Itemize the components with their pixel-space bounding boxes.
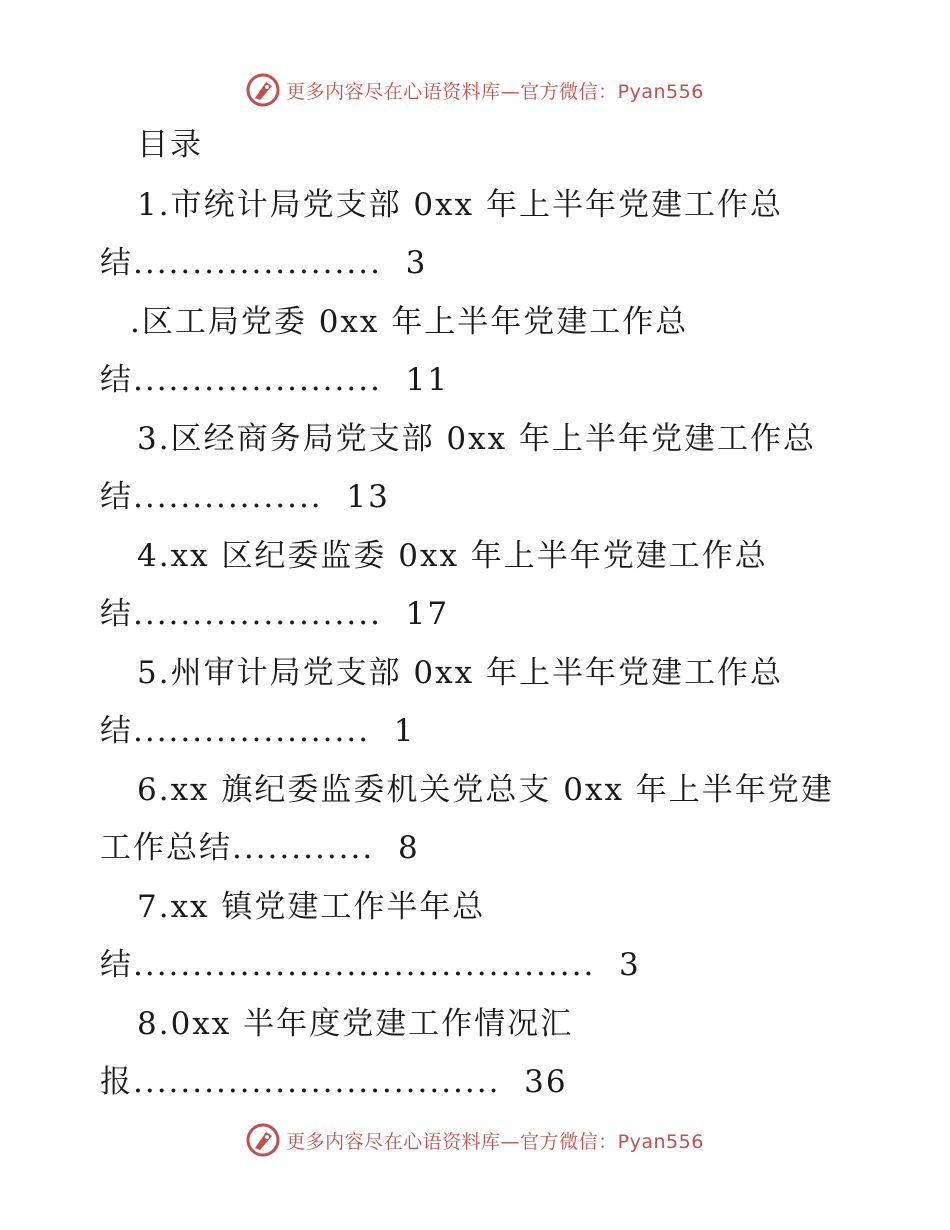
pen-nib-logo-icon [246, 73, 280, 107]
toc-entry-8-title: 8.0xx 半年度党建工作情况汇 [137, 1006, 574, 1042]
footer-watermark [0, 1120, 950, 1160]
toc-entry-7-title: 7.xx 镇党建工作半年总 [137, 889, 486, 925]
toc-entry-4-leader: 结..................... 17 [100, 596, 450, 632]
toc-entry-6-title: 6.xx 旗纪委监委机关党总支 0xx 年上半年党建 [137, 772, 834, 808]
toc-entry-7-leader: 结....................................... 3 [100, 947, 641, 983]
watermark-text: 更多内容尽在心语资料库—官方微信：Pyan556 [286, 1130, 704, 1153]
toc-entry-1-leader: 结..................... 3 [100, 245, 428, 281]
toc-entry-5-leader: 结.................... 1 [100, 713, 416, 749]
pen-nib-logo-icon [246, 1123, 280, 1157]
toc-entry-4-title: 4.xx 区纪委监委 0xx 年上半年党建工作总 [137, 538, 768, 574]
toc-entry-6-leader: 工作总结............ 8 [100, 830, 420, 866]
toc-entry-2-leader: 结..................... 11 [100, 362, 450, 398]
toc-entry-8-leader: 报............................... 36 [100, 1064, 568, 1100]
toc-entry-2-title: .区工局党委 0xx 年上半年党建工作总 [130, 304, 689, 340]
toc-entry-5-title: 5.州审计局党支部 0xx 年上半年党建工作总 [137, 655, 783, 691]
toc-heading: 目录 [137, 127, 203, 163]
toc-entry-3-leader: 结................ 13 [100, 479, 390, 515]
toc-entry-3-title: 3.区经商务局党支部 0xx 年上半年党建工作总 [137, 421, 816, 457]
watermark-text: 更多内容尽在心语资料库—官方微信：Pyan556 [286, 80, 704, 103]
toc-entry-1-title: 1.市统计局党支部 0xx 年上半年党建工作总 [137, 187, 783, 223]
header-watermark [0, 70, 950, 110]
